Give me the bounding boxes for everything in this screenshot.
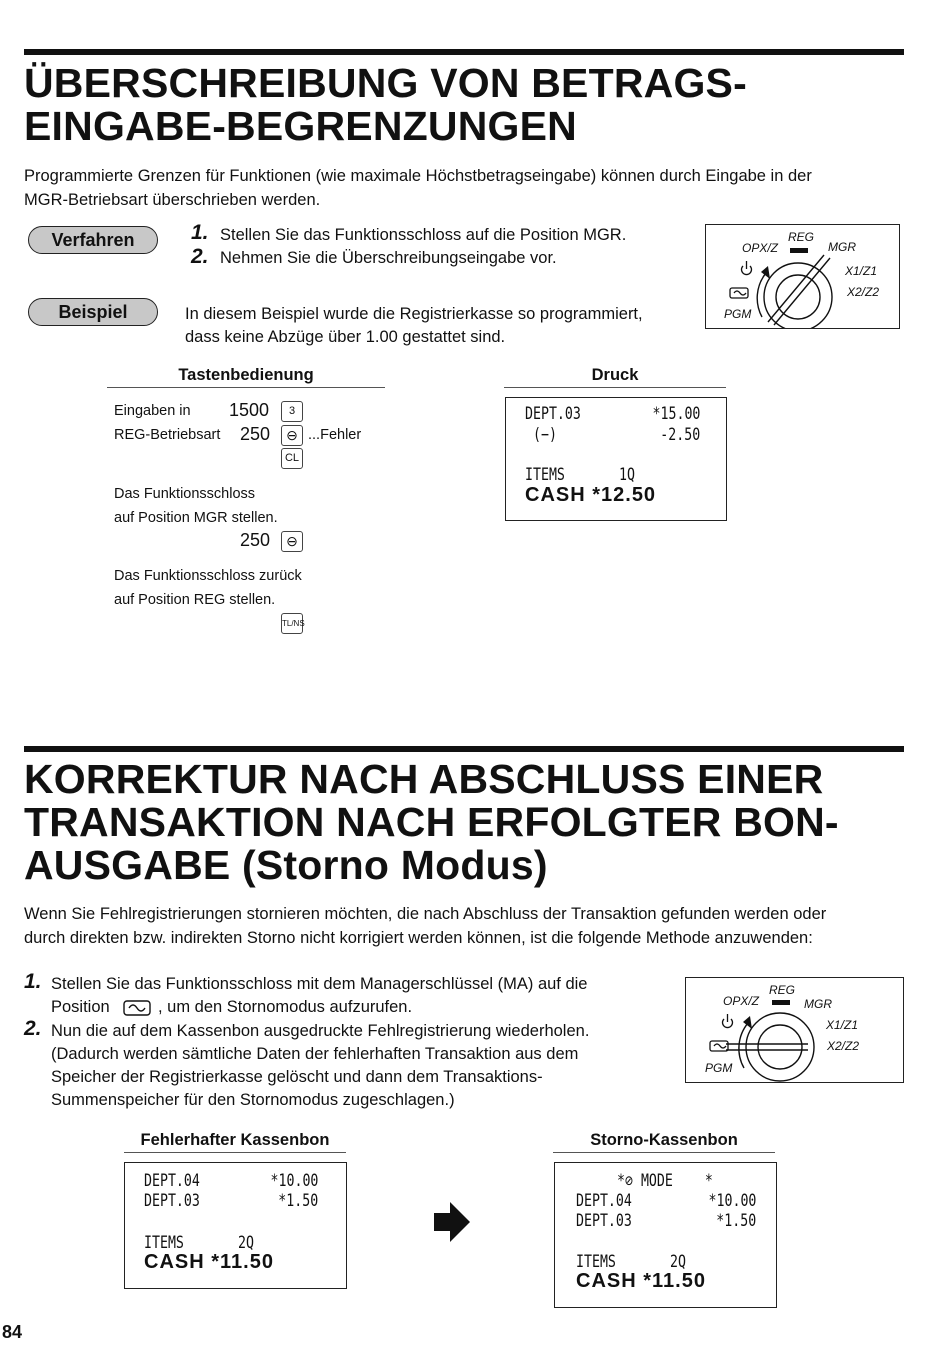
receipt-line-minus: (−) (525, 425, 557, 445)
column-header-keys: Tastenbedienung (107, 366, 385, 388)
section1-intro-line1: Programmierte Grenzen für Funktionen (wie maximale Höchstbetragseingabe) können durch Eingabe in der (24, 167, 812, 185)
storno-receipt (554, 1162, 777, 1308)
section2-title-line2: TRANSAKTION NACH ERFOLGTER BON- (24, 799, 839, 845)
note-reg-line2: auf Position REG stellen. (114, 592, 276, 608)
section1-title-line2: EINGABE-BEGRENZUNGEN (24, 103, 577, 149)
key-minus-override: ⊖ (281, 531, 303, 552)
receipt-items-count: 2Q (670, 1252, 686, 1272)
receipt-line-dept04: DEPT.04 (144, 1171, 200, 1191)
procedure-label: Verfahren (28, 226, 158, 254)
key-cl: CL (281, 448, 303, 469)
lock-label-reg: REG (788, 230, 815, 244)
lock-label-x1z1: X1/Z1 (845, 264, 878, 278)
amount-250-override: 250 (240, 530, 271, 550)
receipt-amount-dept03: *1.50 (716, 1211, 756, 1231)
step2-number: 2. (191, 245, 209, 268)
note-reg-line1: Das Funktionsschloss zurück (114, 568, 302, 584)
column-header-print: Druck (504, 366, 726, 388)
mode-lock-diagram-storno (685, 977, 904, 1083)
key-dial-icon (686, 978, 903, 1082)
section2-step1-number: 1. (24, 970, 42, 993)
amount-250: 250 (240, 424, 271, 444)
receipt-amount-dept03: *1.50 (278, 1191, 318, 1211)
lock-label-x1z1: X1/Z1 (826, 1018, 859, 1032)
step2-text: Nehmen Sie die Überschreibungseingabe vor. (220, 249, 557, 267)
section2-step2-line2: (Dadurch werden sämtliche Daten der fehlerhaften Transaktion aus dem (51, 1045, 579, 1063)
key-tlns: TL/NS (281, 613, 303, 634)
key-3: 3 (281, 401, 303, 422)
receipt-line-dept03: DEPT.03 (576, 1211, 632, 1231)
receipt-line-dept03: DEPT.03 (525, 404, 581, 424)
lock-label-reg: REG (769, 983, 796, 997)
section2-top-rule (24, 746, 904, 752)
page-number: 84 (2, 1322, 23, 1342)
lock-label-pgm: PGM (724, 307, 752, 321)
receipt-cash-total: CASH *11.50 (144, 1251, 274, 1273)
example-label: Beispiel (28, 298, 158, 326)
receipt-amount-minus: -2.50 (660, 425, 700, 445)
lock-label-x2z2: X2/Z2 (827, 1039, 860, 1053)
receipt-amount-dept04: *10.00 (270, 1171, 318, 1191)
note-mgr-line2: auf Position MGR stellen. (114, 510, 278, 526)
receipt-items-count: 1Q (619, 465, 635, 485)
storno-mode-symbol-icon (122, 999, 152, 1017)
receipt-line-dept04: DEPT.04 (576, 1191, 632, 1211)
section2-intro-line1: Wenn Sie Fehlregistrierungen stornieren möchten, die nach Abschluss der Transaktion gefunden werden oder (24, 905, 827, 923)
receipt-storno-mode-header: *⊘ MODE * (617, 1171, 713, 1191)
section2-step2-number: 2. (24, 1017, 42, 1040)
receipt-items-count: 2Q (238, 1233, 254, 1253)
step1-text: Stellen Sie das Funktionsschloss auf die Position MGR. (220, 226, 627, 244)
print-receipt (505, 397, 727, 521)
example-text-line2: dass keine Abzüge über 1.00 gestattet sind. (185, 328, 506, 346)
entries-in-label: Eingaben in (114, 403, 191, 419)
note-mgr-line1: Das Funktionsschloss (114, 486, 256, 502)
receipt-cash-total: CASH *12.50 (525, 484, 657, 506)
receipt-items-label: ITEMS (576, 1252, 616, 1272)
lock-label-mgr: MGR (804, 997, 832, 1011)
receipt-amount-dept03: *15.00 (652, 404, 700, 424)
section2-intro-line2: durch direkten bzw. indirekten Storno nicht korrigiert werden können, ist die folgende Methode anzuwenden: (24, 929, 813, 947)
column-header-wrong-receipt: Fehlerhafter Kassenbon (124, 1131, 346, 1153)
lock-label-mgr: MGR (828, 240, 856, 254)
section1-top-rule (24, 49, 904, 55)
section2-step2-line3: Speicher der Registrierkasse gelöscht und dann dem Transaktions- (51, 1068, 543, 1086)
error-note: ...Fehler (308, 427, 362, 443)
lock-label-x2z2: X2/Z2 (847, 285, 880, 299)
example-text-line1: In diesem Beispiel wurde die Registrierkasse so programmiert, (185, 305, 643, 323)
section2-step1-line1: Stellen Sie das Funktionsschloss mit dem Managerschlüssel (MA) auf die (51, 975, 588, 993)
key-minus: ⊖ (281, 425, 303, 446)
lock-label-pgm: PGM (705, 1061, 733, 1075)
section2-title-line3: AUSGABE (Storno Modus) (24, 842, 548, 888)
lock-label-opxz: OPX/Z (723, 994, 760, 1008)
lock-label-opxz: OPX/Z (742, 241, 779, 255)
section2-title-line1: KORREKTUR NACH ABSCHLUSS EINER (24, 756, 824, 802)
section1-title-line1: ÜBERSCHREIBUNG VON BETRAGS- (24, 60, 747, 106)
key-dial-icon (706, 225, 899, 328)
section2-step1-line2b: , um den Stornomodus aufzurufen. (158, 998, 413, 1016)
section2-step2-line1: Nun die auf dem Kassenbon ausgedruckte Fehlregistrierung wiederholen. (51, 1022, 590, 1040)
column-header-storno-receipt: Storno-Kassenbon (553, 1131, 775, 1153)
receipt-line-dept03: DEPT.03 (144, 1191, 200, 1211)
reg-mode-label: REG-Betriebsart (114, 427, 221, 443)
step1-number: 1. (191, 221, 209, 244)
wrong-receipt (124, 1162, 347, 1289)
receipt-items-label: ITEMS (525, 465, 565, 485)
receipt-amount-dept04: *10.00 (708, 1191, 756, 1211)
receipt-cash-total: CASH *11.50 (576, 1270, 706, 1292)
receipt-items-label: ITEMS (144, 1233, 184, 1253)
arrow-right-icon (432, 1200, 472, 1244)
section2-step2-line4: Summenspeicher für den Stornomodus zugeschlagen.) (51, 1091, 455, 1109)
section1-intro-line2: MGR-Betriebsart überschrieben werden. (24, 191, 321, 209)
amount-1500: 1500 (229, 400, 270, 420)
mode-lock-diagram-mgr (705, 224, 900, 329)
section2-step1-line2a: Position (51, 998, 110, 1016)
